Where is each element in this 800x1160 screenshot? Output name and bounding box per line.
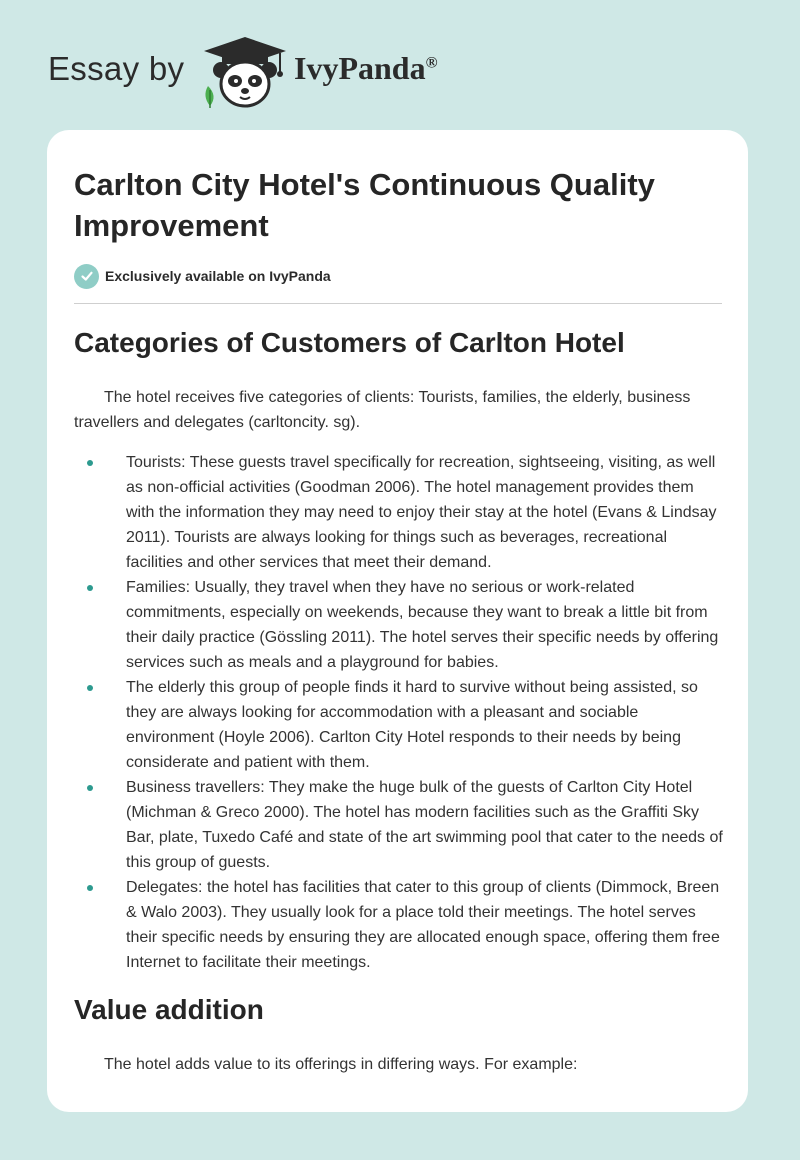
exclusive-label: Exclusively available on IvyPanda bbox=[105, 268, 331, 284]
essay-card bbox=[47, 130, 748, 1112]
section-heading-categories: Categories of Customers of Carlton Hotel bbox=[74, 327, 625, 358]
list-item-delegates bbox=[74, 875, 726, 975]
site-header bbox=[0, 0, 800, 130]
essay-by-label: Essay by bbox=[48, 50, 185, 87]
categories-intro-paragraph: The hotel receives five categories of clients: Tourists, families, the elderly, business travellers and delegates (carltoncity. sg). bbox=[74, 389, 691, 431]
value-intro-paragraph: The hotel adds value to its offerings in differing ways. For example: bbox=[104, 1056, 578, 1073]
list-item-text: Business travellers: They make the huge bulk of the guests of Carlton City Hotel (Michman & Greco 2000). The hotel has modern facilities such as the Graffiti Sky Bar, plate, Tuxedo Café and state of the art swimming pool that cater to the needs of this group of guests. bbox=[126, 779, 723, 871]
registered-mark: ® bbox=[425, 54, 438, 72]
ivypanda-wordmark[interactable] bbox=[294, 50, 438, 87]
title-divider bbox=[74, 303, 722, 304]
list-item-business-travellers bbox=[74, 775, 726, 875]
bullet-icon bbox=[87, 685, 93, 691]
essay-title: Carlton City Hotel's Continuous Quality Improvement bbox=[74, 167, 655, 243]
exclusive-badge bbox=[74, 263, 331, 289]
check-icon bbox=[74, 264, 99, 289]
list-item-text: Tourists: These guests travel specifically for recreation, sightseeing, visiting, as well as non-official activities (Goodman 2006). The hotel management provides them with the information they may need to enjoy their stay at the hotel (Evans & Lindsay 2011). Tourists are always looking for things such as beverages, recreational facilities and other services that meet their demand. bbox=[126, 454, 717, 571]
list-item-elderly bbox=[74, 675, 726, 775]
list-item-text: The elderly this group of people finds it hard to survive without being assisted, so they are always looking for accommodation with a pleasant and sociable environment (Hoyle 2006). Carlton City Hotel responds to their needs by being considerate and patient with them. bbox=[126, 679, 698, 771]
customer-categories-list bbox=[74, 450, 726, 975]
section-heading-value-addition: Value addition bbox=[74, 994, 264, 1025]
bullet-icon bbox=[87, 885, 93, 891]
list-item-families bbox=[74, 575, 726, 675]
brand-name-text: IvyPanda bbox=[294, 50, 426, 86]
bullet-icon bbox=[87, 460, 93, 466]
list-item-text: Delegates: the hotel has facilities that cater to this group of clients (Dimmock, Breen & Walo 2003). They usually look for a place told their meetings. The hotel serves their specific needs by ensuring they are allocated enough space, offering them free Internet to facilitate their meetings. bbox=[126, 879, 720, 971]
list-item-text: Families: Usually, they travel when they have no serious or work-related commitments, especially on weekends, because they want to break a little bit from their daily practice (Gössling 2011). The hotel serves their specific needs by offering services such as meals and a playground for babies. bbox=[126, 579, 719, 671]
bullet-icon bbox=[87, 585, 93, 591]
list-item-tourists bbox=[74, 450, 726, 575]
panda-graduate-icon bbox=[200, 34, 290, 110]
bullet-icon bbox=[87, 785, 93, 791]
ivypanda-logo[interactable] bbox=[200, 34, 290, 110]
